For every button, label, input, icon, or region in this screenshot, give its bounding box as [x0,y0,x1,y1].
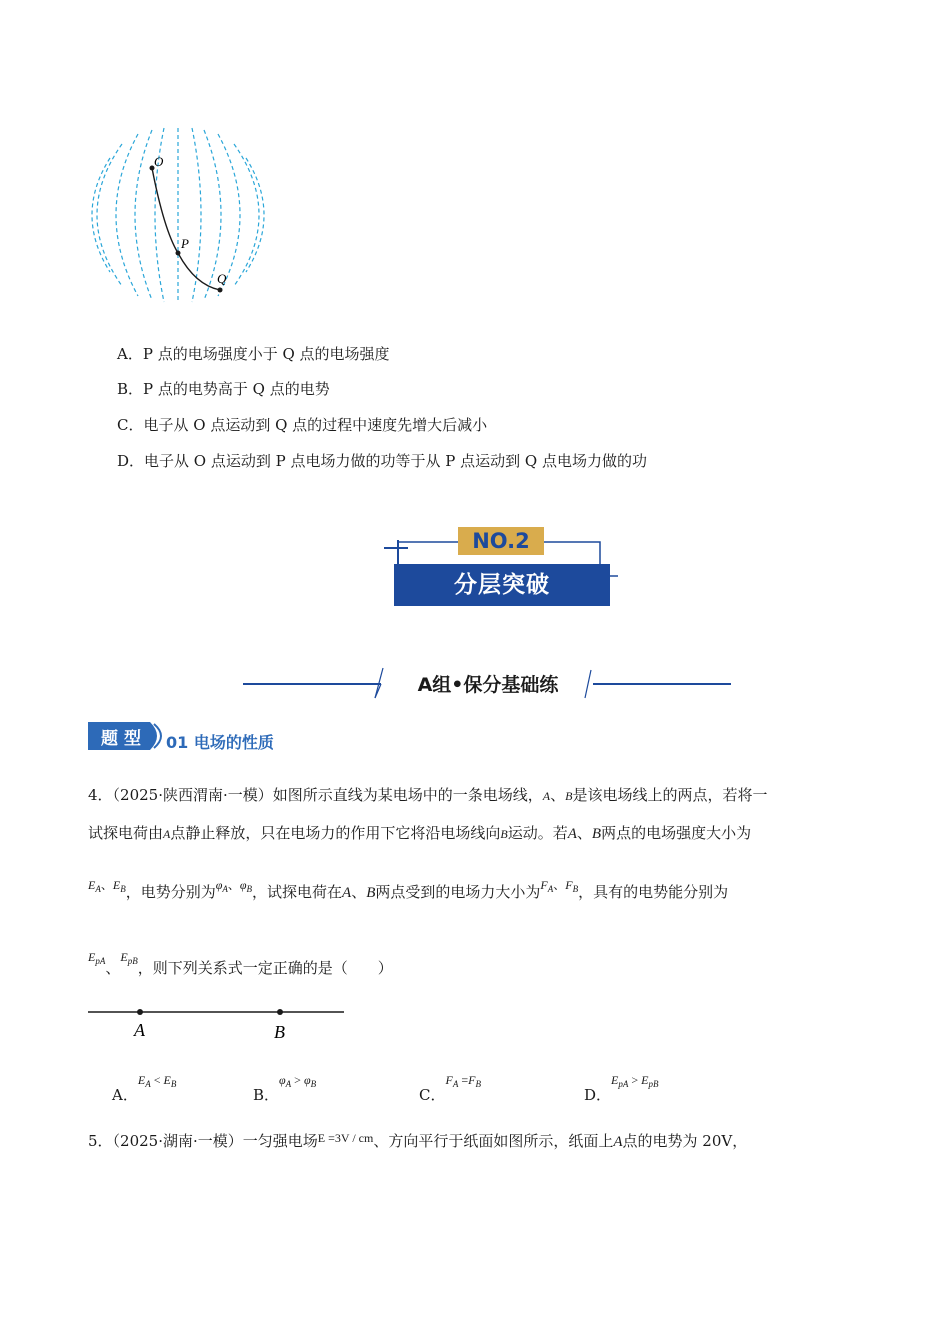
formula-field-strength: E =3V / cm [317,1131,374,1145]
formula-lhs-sub: A [145,1079,151,1089]
trajectory-curve [152,168,220,290]
group-heading [243,664,733,704]
q4-line4: $^{E_{pA}}$、$^{E_{pB}}$，则下列关系式一定正确的是（ ） [88,950,393,977]
field-line-ab-figure [86,1000,348,1044]
label-q: Q [217,271,227,286]
formula-lhs: E [137,1073,146,1087]
formula-lhs: F [445,1073,453,1087]
math-a: A [163,827,171,841]
field-lines [92,128,264,302]
math-b: B [366,885,376,901]
formula-lhs-sub: A [285,1079,292,1089]
option-a [117,343,390,364]
option-b [117,378,330,399]
formula-rhs-sub: B [170,1079,177,1089]
question-text: 如图所示直线为某电场中的一条电场线， [272,786,543,804]
q4-option-c [419,1068,481,1104]
math-a: A [613,1134,623,1150]
math-b: B [500,827,508,841]
question-number: 5． [88,1132,113,1150]
q4-line1 [88,784,868,805]
question-text: 运动。若 [507,824,568,842]
banner-title: 分层突破 [394,564,610,606]
topic-heading [88,720,388,754]
option-c [117,414,487,435]
question-number: 4． [88,786,113,804]
group-heading-text: A组•保分基础练 [417,674,559,696]
option-letter: B． [253,1086,280,1104]
question-source: （2025·陕西渭南·一模） [112,786,273,804]
question-text: 一匀强电场 [242,1132,318,1150]
label-o: O [154,154,164,169]
formula-lhs: E [611,1073,619,1087]
formula-op: = [461,1073,469,1087]
option-letter: A． [117,345,143,363]
formula-lhs-sub: A [452,1079,459,1089]
math-b: B [565,789,573,803]
question-text: ，具有的电势能分别为 [578,883,729,901]
option-d [117,450,647,471]
symbol-phi-a: φA [215,878,228,894]
formula-rhs-sub: B [475,1079,481,1089]
question-text: 两点的电场强度大小为 [601,824,752,842]
point-q [218,288,223,293]
question-text: ，电势分别为 [125,883,216,901]
question-source: （2025·湖南·一模） [112,1132,243,1150]
option-letter: C． [419,1086,446,1104]
formula-rhs: φ [303,1073,311,1087]
question-text: ，试探电荷在 [252,883,343,901]
symbol-fa: FA [540,878,554,894]
q4-line2 [88,822,868,843]
field-line-figure [80,120,280,310]
symbol-fb: FB [565,878,579,894]
symbol-epb: EpB [120,950,138,966]
question-text: 两点受到的电场力大小为 [375,883,541,901]
point-b [277,1009,283,1015]
separator: 、 [576,824,592,842]
q4-option-b [253,1068,317,1104]
option-text: P 点的电势高于 Q 点的电势 [143,380,330,398]
q4-option-a [112,1068,177,1104]
label-p: P [181,236,189,251]
question-text: 点的电势为 20V， [622,1132,748,1150]
separator: 、 [351,883,367,901]
option-letter: D． [117,452,145,470]
topic-badge-text: 题 型 [101,729,141,749]
q5-line1 [88,1130,868,1151]
option-letter: D． [584,1086,612,1104]
point-a [137,1009,143,1015]
separator: 、 [550,786,566,804]
formula-rhs-sub: pB [648,1079,659,1089]
math-a: A [342,885,352,901]
question-text: 点静止释放，只在电场力的作用下它将沿电场线向 [170,824,501,842]
formula-lhs-sub: pA [618,1079,629,1089]
formula-op: > [294,1073,301,1087]
symbol-epa: EpA [88,950,106,966]
question-text: 、方向平行于纸面如图所示，纸面上 [373,1132,614,1150]
formula-rhs: E [641,1073,649,1087]
label-b: B [274,1022,285,1042]
option-text: 电子从 O 点运动到 Q 点的过程中速度先增大后减小 [143,416,488,434]
question-text: 试探电荷由 [88,824,164,842]
option-text: P 点的电场强度小于 Q 点的电场强度 [142,345,390,363]
topic-title: 01 电场的性质 [166,733,274,752]
symbol-phi-b: φB [239,878,253,894]
section-banner [380,524,620,610]
math-a: A [567,826,577,842]
symbol-ea: EA [88,878,101,894]
option-letter: A． [112,1086,138,1104]
math-b: B [591,826,602,842]
option-letter: B． [117,380,144,398]
option-letter: C． [117,416,144,434]
label-a: A [134,1020,145,1040]
symbol-eb: EB [112,878,126,894]
formula-op: < [153,1073,161,1087]
formula-rhs: E [163,1073,171,1087]
formula-rhs-sub: B [310,1079,317,1089]
point-p [176,251,181,256]
q4-option-d [584,1068,659,1104]
formula-rhs: F [468,1073,476,1087]
formula-op: > [631,1073,639,1087]
banner-number: NO.2 [458,527,544,555]
q4-line3: $^{E_A、E_B}$，电势分别为$^{\varphi_A、\varphi_B}$，试探电荷在A、B两点受到的电场力大小为$^{F_A、F_B}$，具有的电势能分别为 [88,878,729,901]
option-text: 电子从 O 点运动到 P 点电场力做的功等于从 P 点运动到 Q 点电场力做的功 [144,452,647,470]
math-a: A [542,789,551,803]
formula-lhs: φ [279,1073,286,1087]
question-text: 是该电场线上的两点，若将一 [572,786,768,804]
question-text: ，则下列关系式一定正确的是（ ） [137,959,393,977]
